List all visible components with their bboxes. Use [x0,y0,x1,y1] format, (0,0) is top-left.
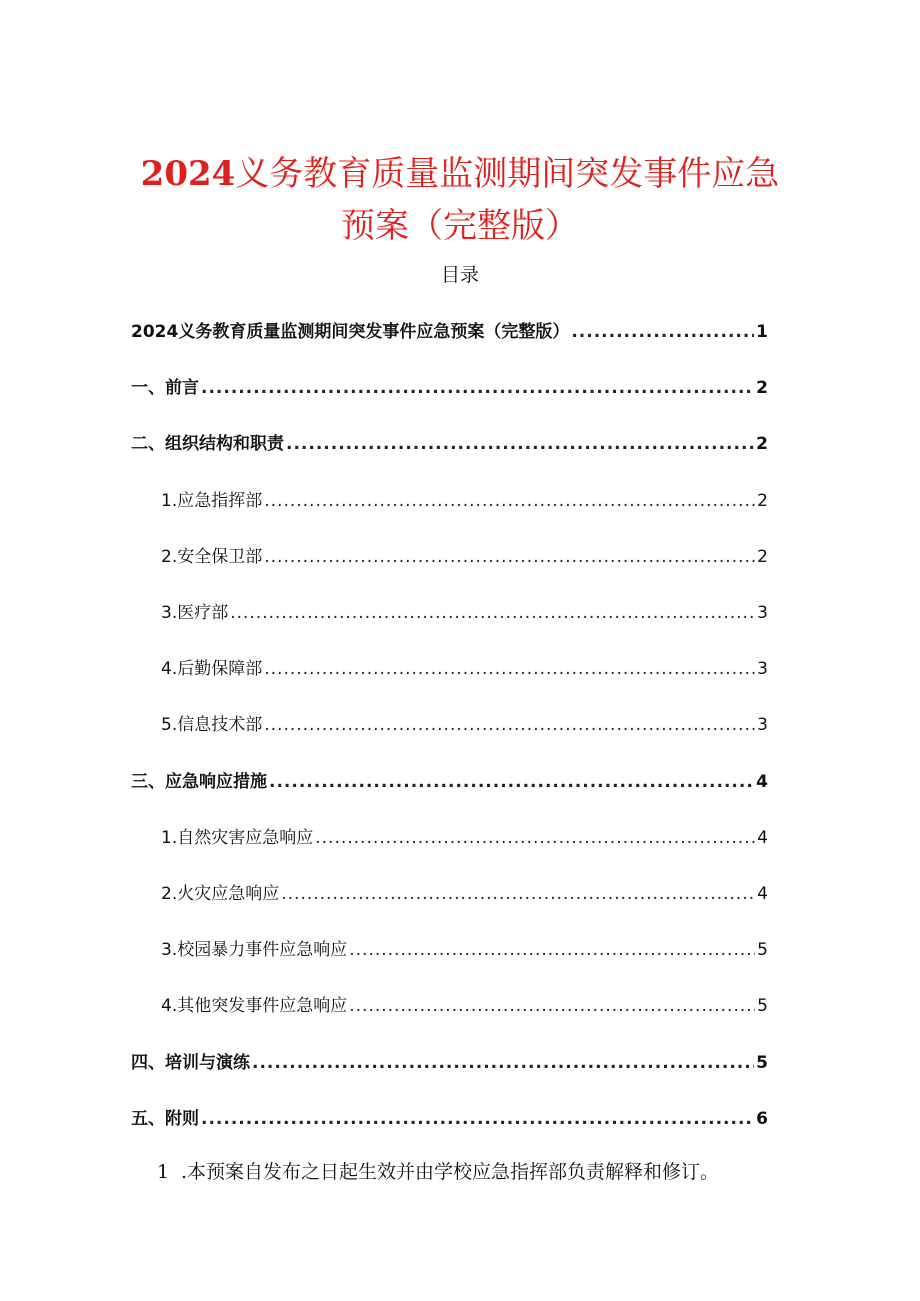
toc-entry-number: 1 [161,490,172,511]
toc-entry-label: .其他突发事件应急响应 [171,996,348,1017]
toc-leader-dots [571,317,754,347]
toc-entry-page-number: 4 [757,827,768,848]
toc-entry-label: 三、应急响应措施 [131,771,267,792]
toc-entry-page-number: 1 [756,322,768,342]
body-paragraph-text: .本预案自发布之日起生效并由学校应急指挥部负责解释和修订。 [181,1161,720,1183]
toc-entry-page-number: 5 [757,996,768,1017]
toc-entry-page-number: 6 [756,1108,768,1129]
toc-leader-dots [349,935,755,965]
toc-entry-number: 3 [161,940,172,961]
toc-entry-label: 2024义务教育质量监测期间突发事件应急预案（完整版） [131,322,570,342]
toc-entry[interactable] [161,935,768,965]
toc-entry-page-number: 5 [756,1052,768,1073]
toc-entry-label: 五、附则 [131,1108,199,1129]
toc-leader-dots [286,429,754,459]
toc-entry[interactable] [131,1048,768,1078]
toc-heading: 目录 [440,264,479,286]
toc-entry[interactable] [161,991,768,1021]
toc-entry-page-number: 2 [756,434,768,455]
toc-entry-label: .医疗部 [171,603,229,623]
toc-entry-label: .信息技术部 [171,715,263,736]
toc-entry[interactable] [161,710,768,740]
toc-entry-label: .应急指挥部 [171,490,263,511]
toc-entry-number: 2 [161,546,172,567]
toc-entry-page-number: 4 [757,884,768,904]
toc-entry[interactable] [131,373,768,403]
toc-entry-label: .火灾应急响应 [171,884,280,904]
toc-entry-page-number: 3 [757,659,768,680]
toc-leader-dots [269,767,754,797]
toc-leader-dots [264,542,755,572]
toc-entry-number: 2 [161,884,172,904]
toc-entry[interactable] [161,486,768,516]
toc-entry-number: 4 [161,996,172,1017]
toc-entry[interactable] [161,542,768,572]
toc-entry-number: 5 [161,715,172,736]
toc-entry-number: 4 [161,659,172,680]
toc-entry-page-number: 2 [757,490,768,511]
toc-leader-dots [281,879,755,909]
document-title [110,148,810,252]
toc-leader-dots [315,823,755,853]
title-line-2: 预案（完整版） [341,206,579,246]
body-paragraph-number: 1 [157,1161,170,1183]
toc-entry-label: .校园暴力事件应急响应 [171,940,348,961]
title-text: 义务教育质量监测期间突发事件应急 [235,154,780,194]
toc-leader-dots [264,654,755,684]
toc-entry-page-number: 2 [757,546,768,567]
toc-leader-dots [201,373,754,403]
toc-leader-dots [201,1104,754,1134]
toc-entry-label: 四、培训与演练 [131,1052,250,1073]
toc-entry-page-number: 5 [757,940,768,961]
toc-leader-dots [230,598,755,628]
toc-entry-page-number: 4 [756,771,768,792]
toc-entry-page-number: 2 [756,378,768,399]
toc-entry[interactable] [131,317,768,347]
toc-entry[interactable] [161,823,768,853]
title-line-1 [110,148,810,200]
toc-leader-dots [264,710,755,740]
toc-entry-number: 3 [161,603,172,623]
title-year: 2024 [140,154,236,194]
toc-entry-label: 一、前言 [131,378,199,399]
toc-entry-page-number: 3 [757,603,768,623]
toc-entry[interactable] [131,1104,768,1134]
toc-leader-dots [264,486,755,516]
toc-entry[interactable] [131,767,768,797]
toc-entry-label: .后勤保障部 [171,659,263,680]
toc-entry-label: .自然灾害应急响应 [171,827,314,848]
toc-entry[interactable] [161,654,768,684]
toc-entry[interactable] [161,879,768,909]
body-paragraph [157,1157,719,1187]
toc-leader-dots [349,991,755,1021]
toc-leader-dots [252,1048,754,1078]
toc-entry-page-number: 3 [757,715,768,736]
toc-entry-number: 1 [161,827,172,848]
toc-entry[interactable] [161,598,768,628]
toc-entry[interactable] [131,429,768,459]
toc-entry-label: .安全保卫部 [171,546,263,567]
toc-entry-label: 二、组织结构和职责 [131,434,284,455]
